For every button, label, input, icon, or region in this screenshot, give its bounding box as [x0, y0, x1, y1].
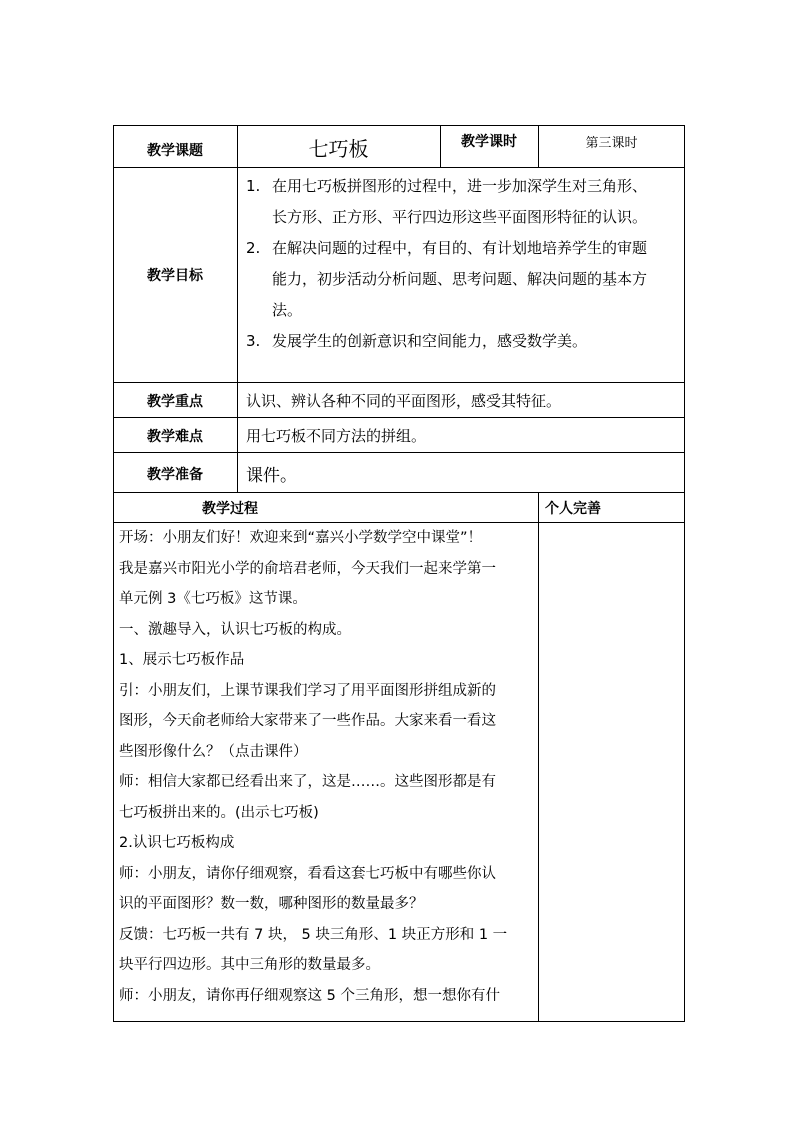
- process-line: 我是嘉兴市阳光小学的俞培君老师，今天我们一起来学第一: [119, 560, 496, 577]
- row-divider: [113, 382, 685, 383]
- objective-line: 发展学生的创新意识和空间能力，感受数学美。: [272, 332, 588, 350]
- preparation-value: 课件。: [246, 466, 297, 486]
- process-line: 单元例 3《七巧板》这节课。: [119, 591, 307, 607]
- topic-value: 七巧板: [308, 136, 369, 161]
- objective-item: [246, 326, 682, 357]
- objective-line: 法。: [272, 301, 303, 319]
- process-side-label: 个人完善: [545, 501, 601, 517]
- row-divider: [113, 417, 685, 418]
- process-line: 七巧板拼出来的。(出示七巧板): [119, 804, 319, 821]
- difficulties-label: 教学难点: [147, 429, 203, 445]
- process-line: 引：小朋友们，上课节课我们学习了用平面图形拼组成新的: [119, 682, 496, 699]
- objective-item: [246, 171, 682, 233]
- row-divider: [113, 452, 685, 453]
- column-divider: [538, 492, 539, 1022]
- objective-line: 在用七巧板拼图形的过程中，进一步加深学生对三角形、: [272, 177, 648, 195]
- process-line: 块平行四边形。其中三角形的数量最多。: [119, 957, 380, 973]
- objective-number: 2.: [246, 239, 261, 257]
- key-points-label: 教学重点: [147, 394, 203, 410]
- objectives-list: [246, 171, 682, 357]
- process-line: 师：小朋友，请你再仔细观察这 5 个三角形，想一想你有什: [119, 987, 500, 1004]
- process-line: 一、激趣导入，认识七巧板的构成。: [119, 621, 351, 638]
- difficulties-value: 用七巧板不同方法的拼组。: [246, 427, 427, 445]
- objectives-label: 教学目标: [147, 268, 203, 284]
- objective-line: 长方形、正方形、平行四边形这些平面图形特征的认识。: [272, 208, 648, 226]
- process-line: 师：相信大家都已经看出来了，这是……。这些图形都是有: [119, 774, 496, 790]
- objective-number: 1.: [246, 177, 261, 195]
- objective-item: [246, 233, 682, 326]
- process-line: 些图形像什么？（点击课件）: [119, 743, 308, 760]
- topic-label: 教学课题: [147, 143, 203, 159]
- process-line: 图形，今天俞老师给大家带来了一些作品。大家来看一看这: [119, 713, 496, 729]
- process-line: 开场：小朋友们好！欢迎来到“嘉兴小学数学空中课堂”！: [119, 530, 483, 546]
- process-body: [119, 523, 537, 1011]
- preparation-label: 教学准备: [147, 466, 203, 483]
- key-points-value: 认识、辨认各种不同的平面图形，感受其特征。: [246, 392, 562, 410]
- process-line: 识的平面图形？数一数，哪种图形的数量最多？: [119, 896, 424, 912]
- row-divider: [113, 492, 685, 493]
- process-line: 反馈：七巧板一共有 7 块， 5 块三角形、1 块正方形和 1 一: [119, 926, 508, 943]
- objective-line: 在解决问题的过程中，有目的、有计划地培养学生的审题: [272, 239, 648, 257]
- process-line: 2.认识七巧板构成: [119, 835, 235, 851]
- objective-number: 3.: [246, 332, 261, 350]
- process-line: 师：小朋友，请你仔细观察，看看这套七巧板中有哪些你认: [119, 865, 496, 882]
- hours-value: 第三课时: [585, 135, 638, 151]
- process-label: 教学过程: [202, 501, 258, 517]
- objective-line: 能力，初步活动分析问题、思考问题、解决问题的基本方: [272, 270, 648, 288]
- process-line: 1、展示七巧板作品: [119, 652, 245, 668]
- hours-label: 教学课时: [461, 134, 517, 150]
- column-divider: [237, 125, 238, 492]
